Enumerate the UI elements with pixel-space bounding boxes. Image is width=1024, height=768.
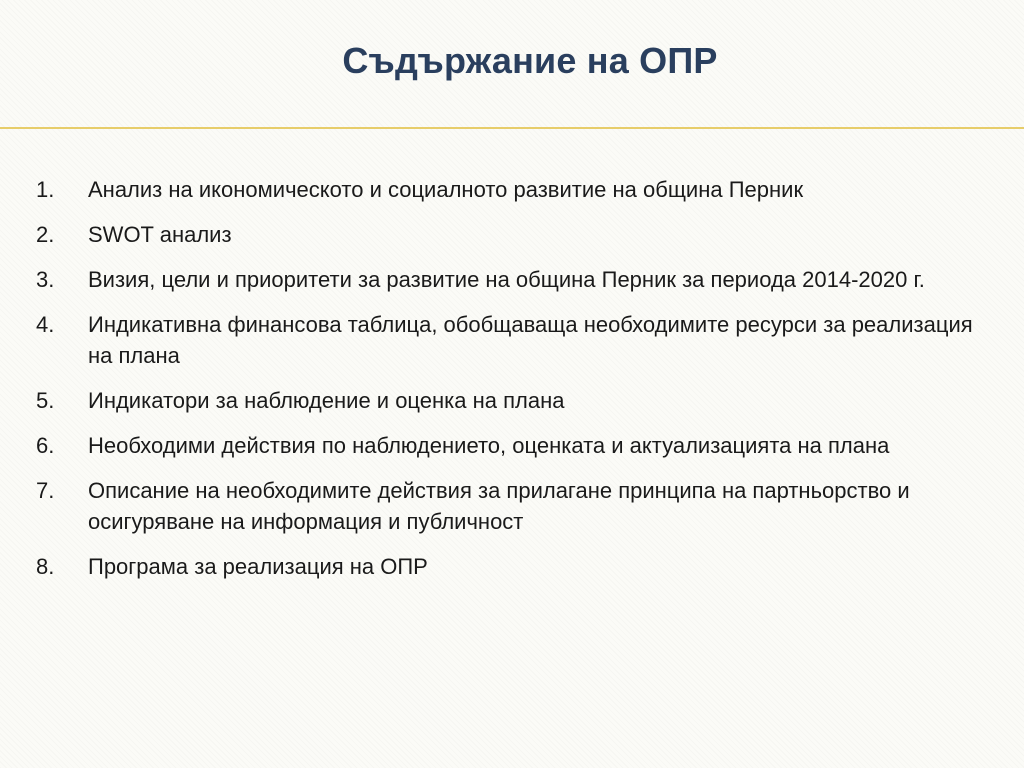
list-item	[36, 219, 996, 250]
list-item	[36, 475, 996, 537]
item-number: 8.	[36, 554, 55, 579]
list-item	[36, 430, 996, 461]
item-text: Необходими действия по наблюдението, оценката и актуализацията на плана	[88, 433, 890, 458]
item-text: Анализ на икономическото и социалното развитие на община Перник	[88, 177, 804, 202]
item-number: 4.	[36, 312, 55, 337]
item-text: Индикативна финансова таблица, обобщаваща необходимите ресурси за реализация на плана	[88, 312, 973, 368]
slide-title: Съдържание на ОПР	[342, 40, 718, 81]
list-item	[36, 174, 996, 205]
list-item	[36, 309, 996, 371]
item-number: 6.	[36, 433, 55, 458]
item-text: SWOT анализ	[88, 222, 232, 247]
item-number: 1.	[36, 177, 55, 202]
item-number: 5.	[36, 388, 55, 413]
list-item	[36, 551, 996, 582]
contents-list	[36, 174, 996, 596]
item-number: 2.	[36, 222, 55, 247]
item-number: 7.	[36, 478, 55, 503]
list-item	[36, 264, 996, 295]
item-text: Индикатори за наблюдение и оценка на плана	[88, 388, 565, 413]
title-divider	[0, 127, 1024, 129]
item-text: Програма за реализация на ОПР	[88, 554, 428, 579]
list-item	[36, 385, 996, 416]
item-text: Описание на необходимите действия за прилагане принципа на партньорство и осигуряване на информация и публичност	[88, 478, 910, 534]
item-text: Визия, цели и приоритети за развитие на община Перник за периода 2014-2020 г.	[88, 267, 925, 292]
item-number: 3.	[36, 267, 55, 292]
